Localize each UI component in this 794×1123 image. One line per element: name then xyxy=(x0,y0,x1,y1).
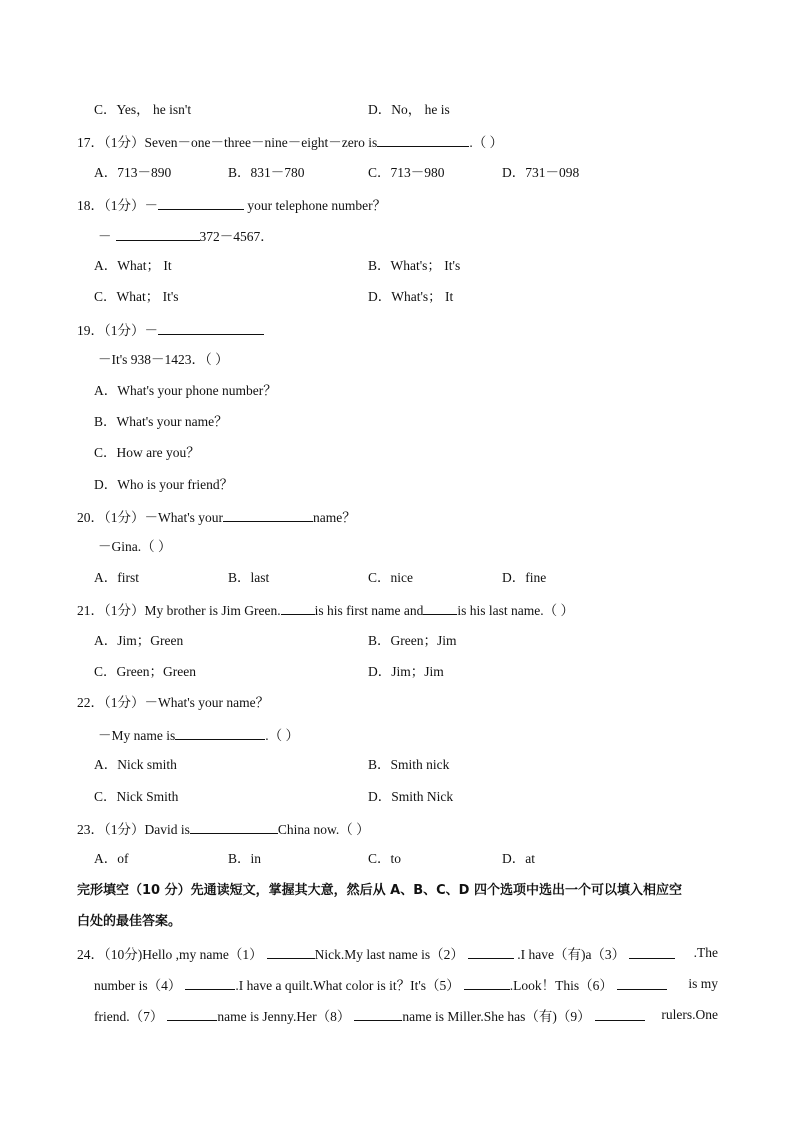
q17-option-b[interactable]: B．831－780 xyxy=(228,165,305,180)
q20-stem xyxy=(77,507,356,527)
q17-stem-text: 17．（1分）Seven－one－three－nine－eight－zero is xyxy=(77,135,378,150)
q21-stem-end: is his last name.（ ） xyxy=(457,603,574,618)
q21-stem-mid: is his first name and xyxy=(314,603,424,618)
q24-blank-5[interactable] xyxy=(464,975,510,990)
q24-text-1c: .I have（有)a（3） xyxy=(513,947,626,962)
q18-reply-dash: － xyxy=(98,229,112,244)
q17-stem xyxy=(77,132,503,152)
q20-reply: －Gina.（ ） xyxy=(98,539,172,554)
q23-answer-blank[interactable] xyxy=(190,819,278,834)
q23-option-b[interactable]: B．in xyxy=(228,851,262,866)
q24-text-1b: Nick.My last name is（2） xyxy=(314,947,464,962)
q18-option-b[interactable]: B．What's； It's xyxy=(368,258,461,273)
q18-option-d[interactable]: D．What's； It xyxy=(368,289,454,304)
q16-option-d[interactable]: D．No， he is xyxy=(368,102,450,117)
q23-stem-end: China now.（ ） xyxy=(277,822,370,837)
q21-answer-blank-2[interactable] xyxy=(423,600,457,615)
q18-reply-text: 372－4567． xyxy=(199,229,274,244)
q24-text-2a: number is（4） xyxy=(94,978,182,993)
q24-line-1 xyxy=(77,944,718,964)
q21-option-a[interactable]: A．Jim；Green xyxy=(94,633,184,648)
q19-reply: －It's 938－1423．（ ） xyxy=(98,352,229,367)
q18-reply xyxy=(98,226,274,246)
q24-blank-2[interactable] xyxy=(468,944,514,959)
q16-option-c[interactable]: C．Yes， he isn't xyxy=(94,102,192,117)
q21-stem-text: 21．（1分）My brother is Jim Green. xyxy=(77,603,281,618)
q22-option-c[interactable]: C．Nick Smith xyxy=(94,789,179,804)
q19-option-a[interactable]: A．What's your phone number？ xyxy=(94,383,277,398)
q23-stem xyxy=(77,819,370,839)
section-instruction-line-1: 完形填空（10 分）先通读短文，掌握其大意，然后从 A、B、C、D 四个选项中选出一个可以填入相应空 xyxy=(77,883,682,898)
q23-option-c[interactable]: C．to xyxy=(368,851,402,866)
q18-option-c[interactable]: C．What； It's xyxy=(94,289,179,304)
q20-stem-text: 20．（1分）－What's your xyxy=(77,510,224,525)
q17-option-a[interactable]: A．713－890 xyxy=(94,165,172,180)
q19-stem-text: 19．（1分）－ xyxy=(77,323,158,338)
q24-blank-7[interactable] xyxy=(167,1006,217,1021)
q24-text-3b: name is Jenny.Her（8） xyxy=(217,1009,351,1024)
q20-option-c[interactable]: C．nice xyxy=(368,570,413,585)
q18-answer-blank-2[interactable] xyxy=(116,226,200,241)
q24-text-2d: is my xyxy=(688,976,718,991)
q23-option-a[interactable]: A．of xyxy=(94,851,129,866)
q22-stem: 22．（1分）－What's your name？ xyxy=(77,695,270,710)
q22-option-b[interactable]: B．Smith nick xyxy=(368,757,450,772)
q20-stem-end: name？ xyxy=(313,510,356,525)
section-instruction-line-2: 白处的最佳答案。 xyxy=(77,914,182,929)
q24-text-2b: .I have a quilt.What color is it？It's（5） xyxy=(235,978,460,993)
q20-option-d[interactable]: D．fine xyxy=(502,570,547,585)
q24-text-1d: .The xyxy=(693,945,718,960)
q19-answer-blank[interactable] xyxy=(158,320,264,335)
q24-text-1a: 24．（10分)Hello ,my name（1） xyxy=(77,947,263,962)
q22-option-a[interactable]: A．Nick smith xyxy=(94,757,177,772)
q24-blank-6[interactable] xyxy=(617,975,667,990)
q21-option-b[interactable]: B．Green；Jim xyxy=(368,633,457,648)
q17-answer-blank[interactable] xyxy=(377,132,469,147)
q17-option-d[interactable]: D．731－098 xyxy=(502,165,580,180)
q24-text-3d: rulers.One xyxy=(661,1007,718,1022)
q19-stem xyxy=(77,320,264,340)
q18-stem-text: 18．（1分）－ xyxy=(77,198,158,213)
q24-blank-8[interactable] xyxy=(354,1006,402,1021)
q19-option-d[interactable]: D．Who is your friend？ xyxy=(94,477,234,492)
q24-line-3 xyxy=(94,1006,718,1026)
q19-option-b[interactable]: B．What's your name？ xyxy=(94,414,228,429)
q22-reply-end: .（ ） xyxy=(265,728,299,743)
q24-text-3c: name is Miller.She has（有)（9） xyxy=(402,1009,591,1024)
q18-option-a[interactable]: A．What； It xyxy=(94,258,172,273)
q22-reply-text: －My name is xyxy=(98,728,176,743)
q17-stem-end: .（ ） xyxy=(469,135,504,150)
q18-answer-blank-1[interactable] xyxy=(158,195,244,210)
q24-blank-1[interactable] xyxy=(267,944,315,959)
q24-blank-3[interactable] xyxy=(629,944,675,959)
q22-option-d[interactable]: D．Smith Nick xyxy=(368,789,454,804)
q21-option-d[interactable]: D．Jim；Jim xyxy=(368,664,444,679)
q22-reply xyxy=(98,725,299,745)
q18-stem xyxy=(77,195,386,215)
q19-option-c[interactable]: C．How are you？ xyxy=(94,445,200,460)
q20-option-a[interactable]: A．first xyxy=(94,570,139,585)
q20-answer-blank[interactable] xyxy=(223,507,313,522)
q22-answer-blank[interactable] xyxy=(175,725,265,740)
q17-option-c[interactable]: C．713－980 xyxy=(368,165,445,180)
q23-option-d[interactable]: D．at xyxy=(502,851,535,866)
q24-text-3a: friend.（7） xyxy=(94,1009,164,1024)
q24-text-2c: .Look！This（6） xyxy=(509,978,613,993)
q20-option-b[interactable]: B．last xyxy=(228,570,270,585)
q24-blank-9[interactable] xyxy=(595,1006,645,1021)
q21-stem xyxy=(77,600,574,620)
q24-blank-4[interactable] xyxy=(185,975,235,990)
q18-stem-end: your telephone number？ xyxy=(244,198,387,213)
q21-answer-blank-1[interactable] xyxy=(281,600,315,615)
q21-option-c[interactable]: C．Green；Green xyxy=(94,664,196,679)
q24-line-2 xyxy=(94,975,718,995)
q23-stem-text: 23．（1分）David is xyxy=(77,822,190,837)
